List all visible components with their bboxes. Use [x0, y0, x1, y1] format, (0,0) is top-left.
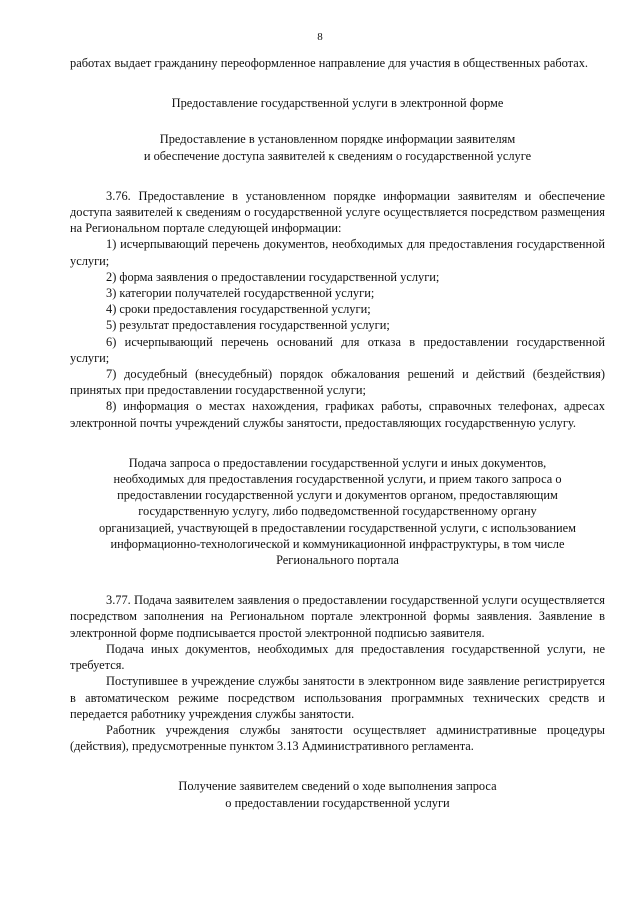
section-heading-electronic-form: Предоставление государственной услуги в электронной форме [171, 96, 504, 111]
paragraph-3-76: 3.76. Предоставление в установленном порядке информации заявителям и обеспечение доступа заявителей к сведениям о государственной услуге осуществляется посредством размещения на Региональном портале следующей информации: [70, 188, 605, 236]
heading-line: Регионального портала [276, 553, 399, 568]
intro-paragraph: работах выдает гражданину переоформленное направление для участия в общественных работах. [70, 56, 589, 70]
spacer [70, 111, 605, 131]
spacer [70, 568, 605, 592]
heading-line: Подача запроса о предоставлении государственной услуги и иных документов, [128, 455, 547, 470]
heading-line: информационно-технологической и коммуникационной инфраструктуры, в том числе [110, 536, 565, 551]
list-item: 2) форма заявления о предоставлении государственной услуги; [106, 269, 440, 284]
list-item: 4) сроки предоставления государственной услуги; [106, 302, 371, 317]
paragraph: Работник учреждения службы занятости осуществляет административные процедуры (действия), предусмотренные пунктом 3.13 Административного регламента. [70, 722, 605, 754]
subsection-heading-information [70, 131, 605, 163]
spacer [70, 164, 605, 188]
list-item: 7) досудебный (внесудебный) порядок обжалования решений и действий (бездействия) принятых при предоставлении государственной услуги; [70, 367, 605, 398]
spacer [70, 431, 605, 455]
heading-line: о предоставлении государственной услуги [225, 795, 450, 810]
spacer [70, 71, 605, 95]
list-item: 1) исчерпывающий перечень документов, необходимых для предоставления государственной услуги; [70, 237, 605, 268]
spacer [70, 754, 605, 778]
subsection-heading-request-submission [70, 455, 605, 568]
paragraph-3-77: 3.77. Подача заявителем заявления о предоставлении государственной услуги осуществляется посредством заполнения на Региональном портале электронной формы заявления. Заявление в электронной форме подписывается простой электронной подписью заявителя. [70, 593, 605, 640]
heading-line: Получение заявителем сведений о ходе выполнения запроса [178, 779, 497, 794]
page-number: 8 [317, 31, 323, 43]
list-item: 3) категории получателей государственной услуги; [106, 286, 375, 301]
paragraph: Подача иных документов, необходимых для предоставления государственной услуги, не требуется. [70, 641, 605, 673]
list-item: 6) исчерпывающий перечень оснований для отказа в предоставлении государственной услуги; [70, 334, 605, 365]
page-content [70, 55, 605, 811]
heading-line: организацией, участвующей в предоставлении государственной услуги, с использованием [99, 520, 576, 535]
list-item: 8) информация о местах нахождения, графиках работы, справочных телефонах, адресах электронной почты учреждений службы занятости, предоставляющих государственную услугу. [70, 399, 605, 430]
heading-line: необходимых для предоставления государственной услуги, и прием такого запроса о [113, 472, 562, 487]
heading-line: и обеспечение доступа заявителей к сведениям о государственной услуге [143, 148, 532, 163]
subsection-heading-request-status [70, 778, 605, 810]
list-item: 5) результат предоставления государственной услуги; [106, 318, 390, 333]
heading-line: предоставлении государственной услуги и документов органом, предоставляющим [117, 488, 558, 503]
paragraph: Поступившее в учреждение службы занятости в электронном виде заявление регистрируется в автоматическом режиме посредством использования программных технических средств и передается работнику учреждения службы занятости. [70, 674, 605, 721]
heading-line: государственную услугу, либо подведомственной государственному органу [138, 504, 537, 519]
heading-line: Предоставление в установленном порядке информации заявителям [159, 132, 516, 147]
